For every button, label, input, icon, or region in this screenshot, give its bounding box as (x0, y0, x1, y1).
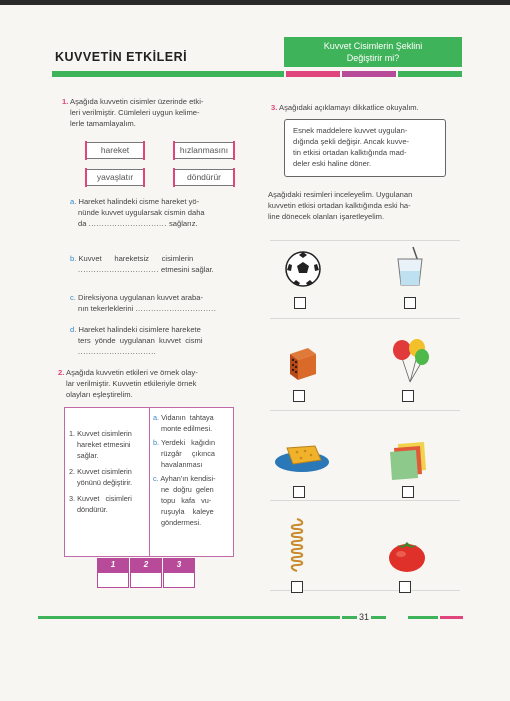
q1-item-b: b. Kuvvet hareketsiz cisimlerin ............................... etmesini sağlar. (70, 254, 214, 274)
q1-a-blank: .............................. (88, 219, 167, 228)
q1-block (62, 96, 242, 129)
cup-icon (393, 245, 427, 289)
ball-icon (284, 250, 322, 288)
page-number: 31 (359, 612, 370, 622)
tomato-icon (387, 536, 427, 574)
effect-item-2: 2. Kuvvet cisimlerin (69, 467, 132, 476)
checkbox-cup[interactable] (404, 297, 416, 309)
q1-item-d: d. Hareket halindeki cisimlere harekete ters yönde uygulanan kuvvet cismi .............................. (70, 324, 242, 357)
word-card-yavaslatir: yavaşlatır (86, 169, 144, 186)
q3-instructions: Aşağıdaki resimleri inceleyelim. Uygulanan kuvvetin etkisi ortadan kalktığında eski ha- line dönecek olanları işaretleyelim. (268, 190, 413, 221)
footer-stripe (38, 616, 463, 619)
papers-icon (388, 440, 428, 482)
q1-b-blank: ............................... (78, 265, 159, 274)
q3-heading: 3. Aşağıdaki açıklamayı dikkatlice okuyalım. (271, 103, 419, 112)
checkbox-tomato[interactable] (399, 581, 411, 593)
word-card-hareket: hareket (86, 142, 144, 159)
checkbox-brick[interactable] (293, 390, 305, 402)
page-title: KUVVETİN ETKİLERİ (55, 50, 188, 64)
word-card-dondurur: döndürür (174, 169, 234, 186)
brick-icon (286, 346, 318, 382)
header-stripe (52, 71, 462, 77)
q1-number: 1. (62, 97, 69, 106)
banner-line-2: Değiştirir mi? (346, 53, 400, 63)
example-item-b: b. Yerdeki kağıdın (153, 438, 216, 447)
answer-cell-3[interactable] (163, 572, 195, 588)
answer-cell-1[interactable] (97, 572, 129, 588)
balloons-icon (390, 338, 430, 384)
answer-table (97, 558, 197, 590)
word-card-hizlanmasini: hızlanmasını (174, 142, 234, 159)
q1-text-2: leri verilmiştir. Cümleleri uygun kelime- (70, 108, 200, 117)
q1-c-blank: ............................... (135, 304, 217, 313)
q2-block: 2. Aşağıda kuvvetin etkileri ve örnek olay- lar verilmiştir. Kuvvetin etkileriyle örnek olayları eşleştirelim. (58, 368, 198, 399)
section-banner (284, 37, 462, 67)
checkbox-spring[interactable] (291, 581, 303, 593)
q1-text-1: Aşağıda kuvvetin cisimler üzerinde etki- (70, 97, 204, 106)
checkbox-sponge[interactable] (293, 486, 305, 498)
answer-cell-2[interactable] (130, 572, 162, 588)
q2-number: 2. (58, 368, 65, 377)
spring-icon (288, 517, 306, 573)
top-edge (0, 0, 510, 5)
checkbox-papers[interactable] (402, 486, 414, 498)
checkbox-balloons[interactable] (402, 390, 414, 402)
q3-number: 3. (271, 103, 278, 112)
answer-header-1: 1 (97, 558, 129, 572)
q1-item-c: c. Direksiyona uygulanan kuvvet araba- nın tekerleklerini ............................... (70, 293, 217, 313)
q1-text-3: lerle tamamlayalım. (70, 119, 136, 128)
q1-d-blank: .............................. (78, 347, 157, 356)
sponge-icon (273, 440, 331, 476)
effect-item-1: 1. Kuvvet cisimlerin (69, 429, 132, 438)
explanation-note: Esnek maddelere kuvvet uygulan- dığında şekli değişir. Ancak kuvve- tin etkisi ortadan kalktığında mad- deler eski haline döner. (284, 119, 446, 177)
example-item-c: c. Ayhan'ın kendisi- (153, 474, 216, 483)
answer-header-2: 2 (130, 558, 162, 572)
effect-item-3: 3. Kuvvet cisimleri (69, 494, 132, 503)
banner-line-1: Kuvvet Cisimlerin Şeklini (323, 41, 423, 51)
q1-item-a: a. Hareket halindeki cisme hareket yö- nünde kuvvet uygularsak cismin daha da .............................. sağlarız. (70, 197, 205, 228)
example-item-a: a. Vidanın tahtaya (153, 413, 214, 422)
matching-table (64, 407, 234, 557)
checkbox-ball[interactable] (294, 297, 306, 309)
right-column: a. Vidanın tahtaya monte edilmesi. b. Yerdeki kağıdın rüzgâr çıkınca havalanması c. Ayhan'ın kendisi- ne doğru gelen topu kafa vu- ruşuyla kaleye göndermesi. (153, 412, 231, 528)
answer-header-3: 3 (163, 558, 195, 572)
left-column: 1. Kuvvet cisimlerin hareket etmesini sağlar. 2. Kuvvet cisimlerin yönünü değiştirir. 3. Kuvvet cisimleri döndürür. (69, 428, 149, 515)
